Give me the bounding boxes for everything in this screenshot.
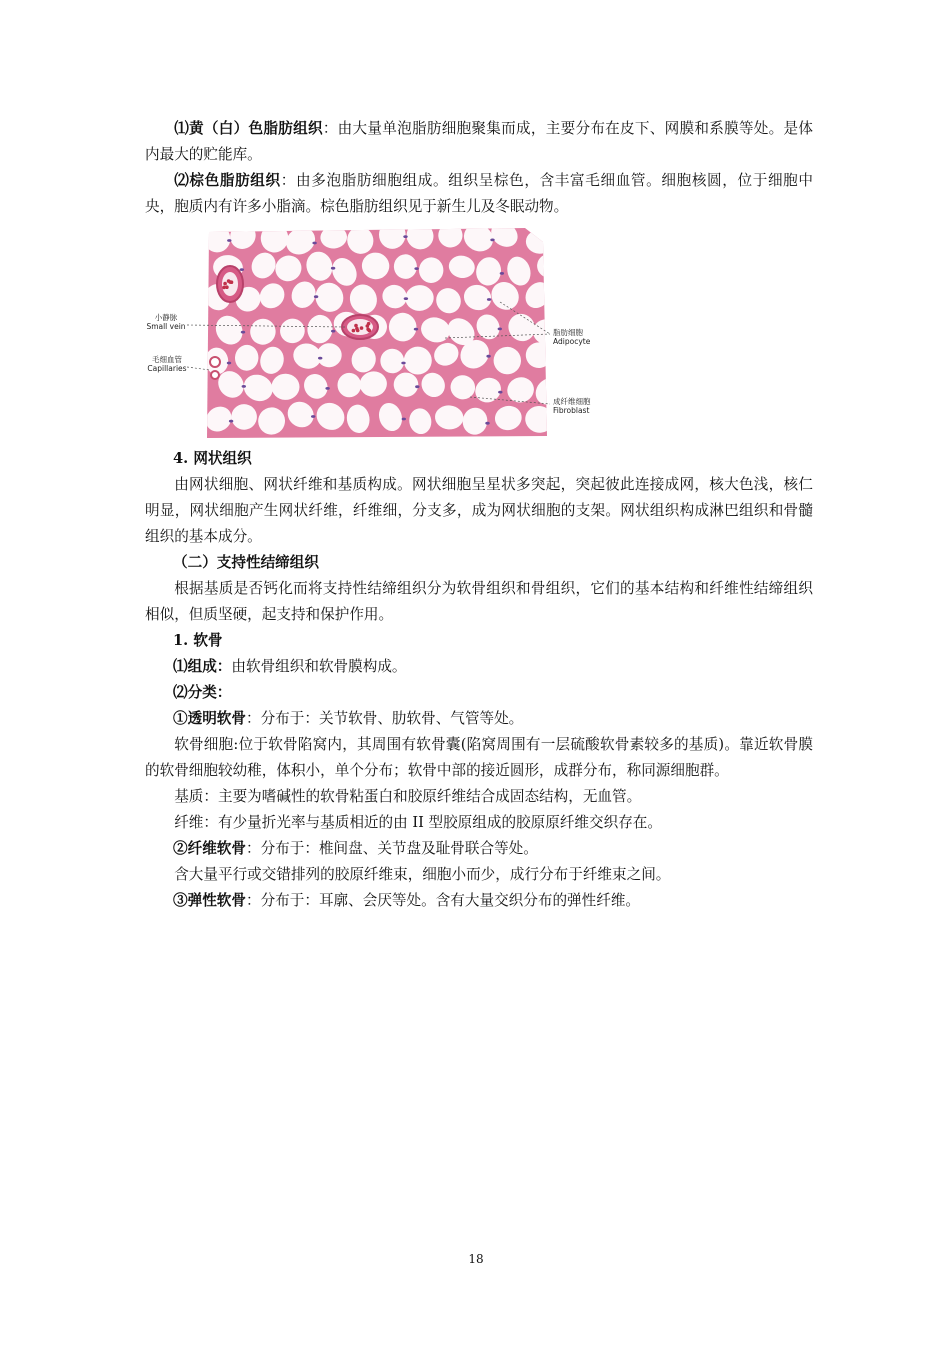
cell-nucleus [403, 235, 407, 238]
cell-nucleus [314, 295, 318, 298]
cell-nucleus [402, 418, 406, 421]
small-vein [342, 315, 378, 339]
capillaries-leader [187, 367, 210, 370]
cell-nucleus [312, 242, 316, 245]
cell-nucleus [498, 391, 502, 394]
cell-nucleus [227, 239, 231, 242]
adipose-micrograph [145, 222, 813, 446]
section-title-cartilage: 1. 软骨 [173, 632, 223, 649]
term-brown-fat: ⑵棕色脂肪组织 [174, 172, 281, 189]
paragraph-yellow-fat: ⑴黄（白）色脂肪组织：由大量单泡脂肪细胞聚集而成，主要分布在皮下、网膜和系膜等处。是体内最大的贮能库。 [145, 120, 813, 163]
cell-nucleus [331, 267, 335, 270]
cell-nucleus [325, 387, 329, 390]
paragraph-chondrocyte: 软骨细胞:位于软骨陷窝内，其周围有软骨囊(陷窝周围有一层硫酸软骨素较多的基质)。靠近软骨膜的软骨细胞较幼稚，体积小，单个分布；软骨中部的接近圆形，成群分布，称同源细胞群。 [145, 736, 813, 779]
section-title-reticular: 4. 网状组织 [173, 450, 252, 467]
cell-nucleus [229, 420, 233, 423]
paragraph-matrix: 基质：主要为嗜碱性的软骨粘蛋白和胶原纤维结合成固态结构，无血管。 [174, 788, 642, 805]
cell-nucleus [414, 328, 418, 331]
red-blood-cell [366, 324, 370, 328]
paragraph-supporting: 根据基质是否钙化而将支持性结缔组织分为软骨组织和骨组织，它们的基本结构和纤维性结缔组织相似，但质坚硬，起支持和保护作用。 [145, 580, 813, 623]
cell-nucleus [485, 422, 489, 425]
red-blood-cell [355, 327, 359, 331]
cell-nucleus [331, 330, 335, 333]
cell-nucleus [415, 385, 419, 388]
page-number: 18 [468, 1252, 484, 1266]
paragraph-fibrous-desc: 含大量平行或交错排列的胶原纤维束，细胞小而少，成行分布于纤维束之间。 [174, 866, 671, 883]
term-yellow-fat: ⑴黄（白）色脂肪组织 [174, 120, 323, 137]
paragraph-elastic: ③弹性软骨：分布于：耳廓、会厌等处。含有大量交织分布的弹性纤维。 [173, 892, 641, 909]
paragraph-brown-fat: ⑵棕色脂肪组织：由多泡脂肪细胞组成。组织呈棕色，含丰富毛细血管。细胞核圆，位于细胞中央，胞质内有许多小脂滴。棕色脂肪组织见于新生儿及冬眠动物。 [145, 172, 813, 215]
cell-nucleus [414, 267, 418, 270]
cell-nucleus [401, 362, 405, 365]
cell-nucleus [487, 298, 491, 301]
cell-nucleus [498, 328, 502, 331]
cell-nucleus [227, 362, 231, 365]
paragraph-composition: ⑴组成：由软骨组织和软骨膜构成。 [173, 658, 407, 675]
cell-nucleus [490, 239, 494, 242]
cell-nucleus [486, 355, 490, 358]
paragraph-hyaline: ①透明软骨：分布于：关节软骨、肋软骨、气管等处。 [173, 710, 524, 727]
cell-nucleus [318, 357, 322, 360]
small-vein-label: 小静脉 Small vein [146, 313, 186, 331]
paragraph-reticular: 由网状细胞、网状纤维和基质构成。网状细胞呈星状多突起，突起彼此连接成网，核大色浅，核仁明显，网状细胞产生网状纤维，纤维细，分支多，成为网状细胞的支架。网状组织构成淋巴组织和骨髓组织的基本成分。 [145, 476, 813, 545]
capillaries-label: 毛细血管 Capillaries [147, 355, 187, 373]
adipose-tissue-figure [145, 222, 813, 446]
red-blood-cell [225, 285, 229, 289]
capillary-vessel [217, 266, 243, 302]
red-blood-cell [366, 328, 370, 332]
cell-nucleus [311, 415, 315, 418]
adipocyte-label: 脂肪细胞 Adipocyte [553, 328, 591, 346]
cell-nucleus [242, 385, 246, 388]
paragraph-fiber: 纤维：有少量折光率与基质相近的由 II 型胶原组成的胶原原纤维交织存在。 [174, 814, 662, 831]
cell-nucleus [240, 268, 244, 271]
cell-nucleus [241, 331, 245, 334]
red-blood-cell [360, 326, 364, 330]
fibroblast-label: 成纤维细胞 Fibroblast [553, 397, 591, 415]
section-title-supporting: （二）支持性结缔组织 [173, 554, 319, 571]
red-blood-cell [230, 280, 234, 284]
paragraph-fibrous: ②纤维软骨：分布于：椎间盘、关节盘及耻骨联合等处。 [173, 840, 538, 857]
cell-nucleus [500, 272, 504, 275]
red-blood-cell [352, 329, 356, 333]
red-blood-cell [223, 282, 227, 286]
page-content [145, 116, 813, 914]
paragraph-classification: ⑵分类： [173, 684, 232, 701]
cell-nucleus [404, 297, 408, 300]
